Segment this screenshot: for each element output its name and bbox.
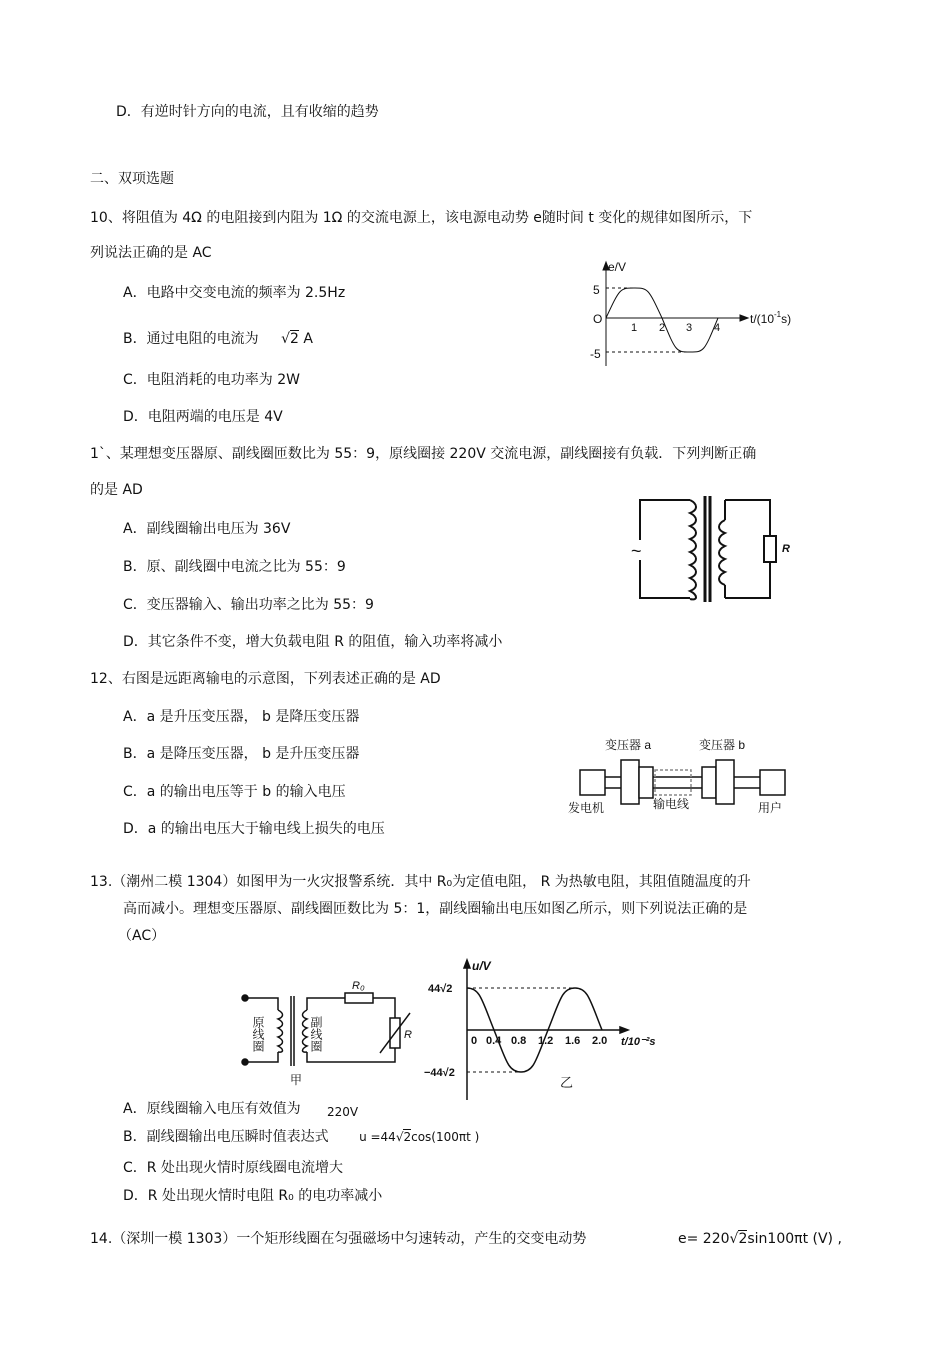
q12-option-b: B．a 是降压变压器， b 是升压变压器: [123, 746, 360, 762]
q14-formula-pre: e= 220: [678, 1231, 730, 1247]
sqrt-symbol: √2: [281, 331, 299, 347]
q13-option-b: [123, 1128, 479, 1146]
q10-xtick-4: 4: [714, 322, 721, 334]
q9-option-d: D．有逆时针方向的电流，且有收缩的趋势: [116, 104, 379, 120]
q10-xtick-2: 2: [659, 322, 666, 334]
q10-origin: O: [593, 312, 603, 326]
q13-option-a-value: 220V: [327, 1105, 359, 1119]
formula-post: cos(100πt ): [411, 1130, 480, 1144]
q14-formula-root: 2: [738, 1231, 748, 1247]
q11-resistor-label: R: [782, 543, 790, 555]
transformer-a-label: 变压器 a: [605, 738, 652, 752]
q13-option-d: D．R 处出现火情时电阻 R₀ 的电功率减小: [123, 1188, 383, 1204]
primary-coil-label: 原线圈: [251, 1016, 265, 1052]
q12-option-c: C．a 的输出电压等于 b 的输入电压: [123, 784, 346, 800]
yi-xtick-0.8: 0.8: [511, 1035, 527, 1047]
q13-stem-line2: 高而减小。理想变压器原、副线圈匝数比为 5：1，副线圈输出电压如图乙所示，则下列说法正确的是: [123, 901, 748, 917]
q12-option-a: A．a 是升压变压器， b 是降压变压器: [123, 709, 360, 725]
q11-option-c: C．变压器输入、输出功率之比为 55：9: [123, 597, 374, 613]
yi-xlabel: t/10⁻²s: [621, 1036, 656, 1048]
q11-option-b: B．原、副线圈中电流之比为 55：9: [123, 559, 346, 575]
q11-stem-line1: 1`、某理想变压器原、副线圈匝数比为 55：9，原线圈接 220V 交流电源，副线圈接有负载．下列判断正确: [90, 446, 757, 462]
yi-ytick-bottom: −44√2: [424, 1067, 455, 1079]
q10-option-b-text: B．通过电阻的电流为: [123, 331, 259, 347]
q10-xtick-3: 3: [686, 322, 693, 334]
q13-stem-line1: 13.（潮州二模 1304）如图甲为一火灾报警系统．其中 R₀为定值电阻， R 为热敏电阻，其阻值随温度的升: [90, 874, 751, 890]
sqrt-symbol: √2: [729, 1231, 748, 1247]
q14-stem: 14.（深圳一模 1303）一个矩形线圈在匀强磁场中匀速转动，产生的交变电动势: [90, 1231, 587, 1247]
formula-root: 2: [403, 1130, 412, 1144]
formula-pre: u =44: [359, 1130, 396, 1144]
q14-formula-post: sin100πt (V) ,: [747, 1231, 842, 1247]
q10-option-a: A．电路中交变电流的频率为 2.5Hz: [123, 285, 346, 301]
q10-option-b-value: 2: [289, 331, 299, 347]
yi-xtick-1.6: 1.6: [565, 1035, 581, 1047]
section-title: 二、双项选题: [90, 171, 174, 187]
q10-ylabel: e/V: [608, 260, 627, 274]
secondary-coil-label: 副线圈: [309, 1016, 323, 1052]
yi-x-arrow: [620, 1027, 628, 1033]
transformer-b-label: 变压器 b: [699, 738, 746, 752]
q10-xtick-1: 1: [631, 322, 638, 334]
q10-xlabel: $t/(10^{-1}s)$: [750, 310, 792, 326]
user-label: 用户: [758, 801, 783, 815]
q11-option-a: A．副线圈输出电压为 36V: [123, 521, 291, 537]
q13-option-b-formula: [359, 1130, 479, 1144]
q12-stem: 12、右图是远距离输电的示意图，下列表述正确的是 AD: [90, 671, 441, 687]
yi-xtick-1.2: 1.2: [538, 1035, 554, 1047]
q11-option-d: D．其它条件不变，增大负载电阻 R 的阻值，输入功率将减小: [123, 634, 503, 650]
generator-label: 发电机: [568, 801, 605, 815]
q10-option-c: C．电阻消耗的电功率为 2W: [123, 372, 300, 388]
fig-jia-caption: 甲: [290, 1073, 303, 1087]
q13-option-a: [123, 1100, 358, 1118]
r0-label: R₀: [352, 980, 365, 992]
q12-option-d: D．a 的输出电压大于输电线上损失的电压: [123, 821, 385, 837]
q10-option-d: D．电阻两端的电压是 4V: [123, 409, 283, 425]
q10-ytick-5: 5: [593, 283, 600, 297]
q13-option-a-text: A．原线圈输入电压有效值为: [123, 1101, 301, 1117]
fig-yi-caption: 乙: [560, 1075, 574, 1090]
q10-ytick-neg5: -5: [590, 347, 601, 361]
yi-y-arrow: [464, 960, 470, 968]
q14-formula: [678, 1230, 842, 1248]
sqrt-symbol: √2: [395, 1130, 412, 1144]
q10-stem-line1: 10、将阻值为 4Ω 的电阻接到内阻为 1Ω 的交流电源上，该电源电动势 e随时间 t 变化的规律如图所示，下: [90, 210, 753, 226]
yi-ytick-top: 44√2: [428, 983, 453, 995]
q11-stem-line2: 的是 AD: [90, 482, 143, 498]
q13-option-b-text: B．副线圈输出电压瞬时值表达式: [123, 1129, 329, 1145]
q10-option-b-unit: A: [303, 331, 313, 347]
yi-xtick-0.4: 0.4: [486, 1035, 502, 1047]
transmission-line-label: 输电线: [653, 797, 690, 811]
r-label: R: [404, 1029, 412, 1041]
yi-xtick-0: 0: [471, 1035, 478, 1047]
q11-ac-source-symbol: ~: [631, 541, 642, 561]
yi-xtick-2.0: 2.0: [592, 1035, 608, 1047]
q13-stem-line3: （AC）: [118, 928, 166, 944]
q13-option-c: C．R 处出现火情时原线圈电流增大: [123, 1160, 343, 1176]
yi-ylabel: u/V: [472, 959, 491, 973]
q10-stem-line2: 列说法正确的是 AC: [90, 245, 212, 261]
